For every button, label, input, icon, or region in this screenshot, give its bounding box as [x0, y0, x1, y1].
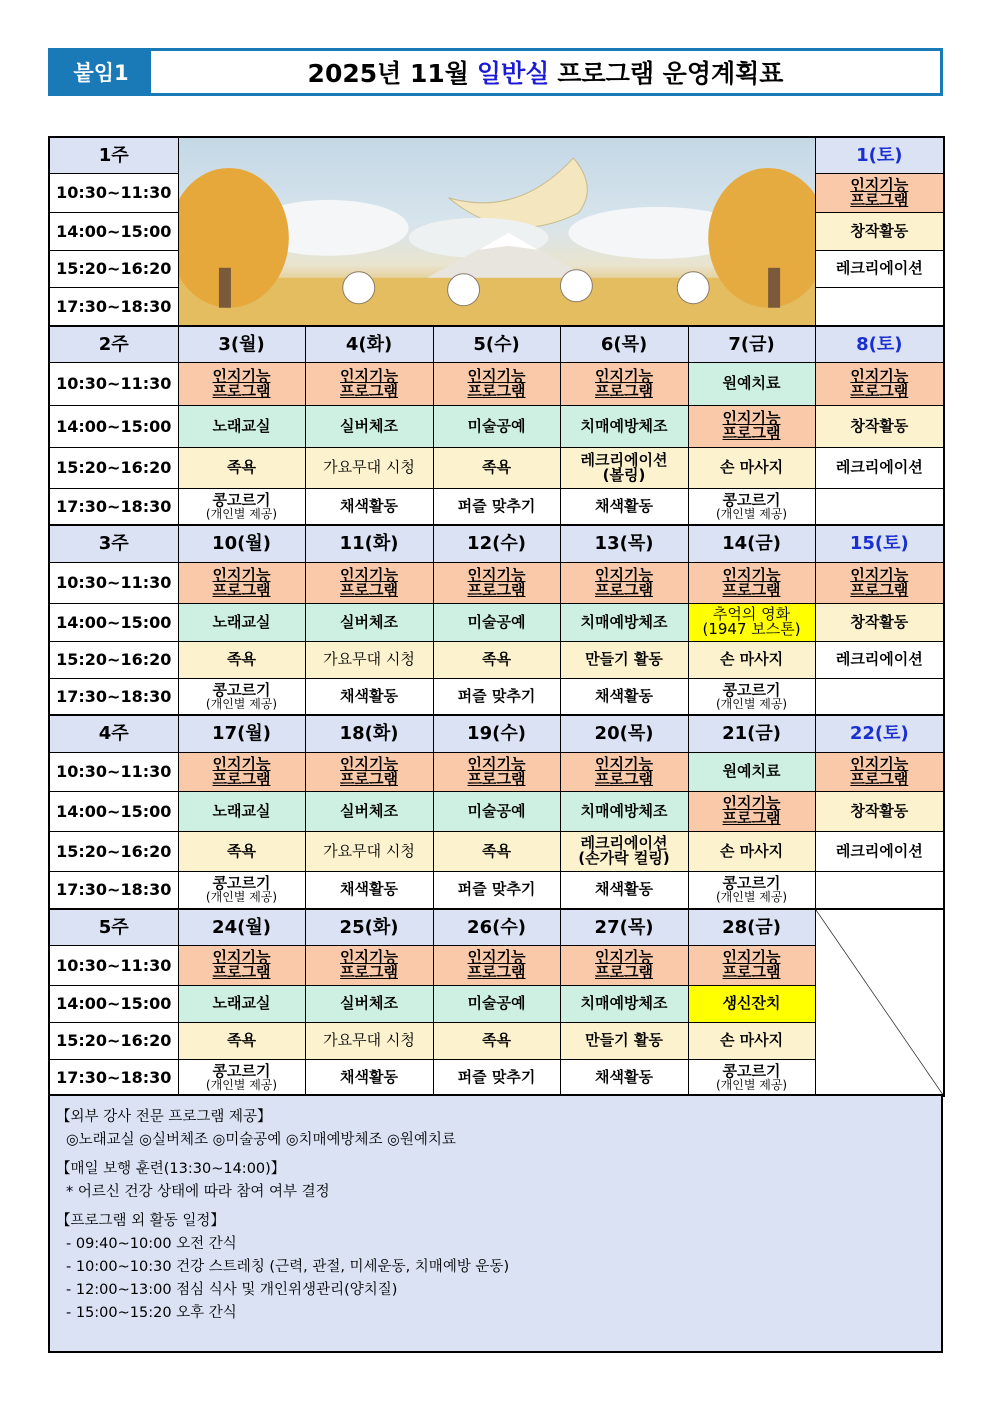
- time-slot: 14:00~15:00: [49, 212, 178, 250]
- other-activity-item: - 12:00~13:00 점심 식사 및 개인위생관리(양치질): [66, 1282, 398, 1298]
- program-cell-empty: [815, 287, 944, 326]
- program-cell: 손 마사지: [688, 1022, 815, 1059]
- time-slot: 10:30~11:30: [49, 752, 178, 791]
- day-header: 13(목): [560, 525, 688, 562]
- program-cell: 인지기능 프로그램: [815, 752, 944, 791]
- program-cell: 콩고르기 (개인별 제공): [688, 1059, 815, 1096]
- time-slot: 15:20~16:20: [49, 831, 178, 871]
- program-cell: 인지기능 프로그램: [688, 405, 815, 447]
- program-cell: 퍼즐 맞추기: [433, 1059, 560, 1096]
- program-cell: 치매예방체조: [560, 791, 688, 831]
- day-header: 10(월): [178, 525, 305, 562]
- program-cell: 치매예방체조: [560, 405, 688, 447]
- week-1-header-row: [49, 137, 944, 173]
- program-cell: 퍼즐 맞추기: [433, 488, 560, 525]
- time-slot: 14:00~15:00: [49, 603, 178, 641]
- program-cell: 인지기능 프로그램: [560, 562, 688, 603]
- week-2-row: [49, 447, 944, 488]
- week-4-row: [49, 831, 944, 871]
- week-3-header-row: [49, 525, 944, 562]
- program-cell: 노래교실: [178, 985, 305, 1022]
- program-cell: 레크리에이션: [815, 250, 944, 287]
- program-cell: 인지기능 프로그램: [560, 752, 688, 791]
- program-cell: 생신잔치: [688, 985, 815, 1022]
- external-programs-list: ◎노래교실 ◎실버체조 ◎미술공예 ◎치매예방체조 ◎원예치료: [66, 1132, 456, 1148]
- program-cell: 노래교실: [178, 791, 305, 831]
- program-cell: 원예치료: [688, 752, 815, 791]
- program-cell: 원예치료: [688, 362, 815, 405]
- time-slot: 15:20~16:20: [49, 641, 178, 678]
- program-cell: 인지기능 프로그램: [305, 752, 433, 791]
- day-header: 26(수): [433, 909, 560, 945]
- time-slot: 17:30~18:30: [49, 1059, 178, 1096]
- time-slot: 10:30~11:30: [49, 362, 178, 405]
- program-cell-empty: [815, 488, 944, 525]
- day-header: 27(목): [560, 909, 688, 945]
- program-cell: 채색활동: [560, 1059, 688, 1096]
- program-cell: 채색활동: [305, 488, 433, 525]
- program-cell: 실버체조: [305, 985, 433, 1022]
- illustration-image: [179, 138, 815, 326]
- day-header: 25(화): [305, 909, 433, 945]
- program-cell: 인지기능 프로그램: [560, 362, 688, 405]
- program-cell: 족욕: [178, 831, 305, 871]
- program-cell: 만들기 활동: [560, 1022, 688, 1059]
- program-cell: 인지기능 프로그램: [815, 362, 944, 405]
- week-4-row: [49, 752, 944, 791]
- day-header: 28(금): [688, 909, 815, 945]
- day-header-saturday: 1(토): [815, 137, 944, 173]
- program-cell: 인지기능 프로그램: [178, 562, 305, 603]
- time-slot: 17:30~18:30: [49, 871, 178, 909]
- time-slot: 17:30~18:30: [49, 488, 178, 525]
- program-cell: 콩고르기 (개인별 제공): [178, 1059, 305, 1096]
- program-cell: 콩고르기 (개인별 제공): [688, 871, 815, 909]
- time-slot: 10:30~11:30: [49, 945, 178, 985]
- program-cell: 콩고르기 (개인별 제공): [688, 488, 815, 525]
- program-cell: 채색활동: [560, 871, 688, 909]
- day-header: 17(월): [178, 715, 305, 752]
- program-cell: 족욕: [178, 641, 305, 678]
- program-cell: 가요무대 시청: [305, 641, 433, 678]
- day-header: 18(화): [305, 715, 433, 752]
- program-cell: 실버체조: [305, 603, 433, 641]
- program-cell: 창작활동: [815, 405, 944, 447]
- other-activities-heading: 【프로그램 외 활동 일정】: [56, 1213, 225, 1229]
- week-5-row: [49, 945, 944, 985]
- other-activity-item: - 15:00~15:20 오후 간식: [66, 1305, 237, 1321]
- week-3-row: [49, 641, 944, 678]
- time-slot: 15:20~16:20: [49, 447, 178, 488]
- day-header: 3(월): [178, 326, 305, 362]
- program-cell: 채색활동: [305, 871, 433, 909]
- program-cell: 인지기능 프로그램: [560, 945, 688, 985]
- week-3-row: [49, 562, 944, 603]
- walking-training-note: * 어르신 건강 상태에 따라 참여 여부 결정: [66, 1184, 330, 1200]
- week-label: 4주: [49, 715, 178, 752]
- program-cell: 인지기능 프로그램: [178, 752, 305, 791]
- week-3-row: [49, 603, 944, 641]
- program-cell: 족욕: [433, 447, 560, 488]
- program-cell: 레크리에이션: [815, 831, 944, 871]
- day-header: 19(수): [433, 715, 560, 752]
- notes-panel: [48, 1094, 943, 1353]
- time-slot: 10:30~11:30: [49, 173, 178, 212]
- week-label: 5주: [49, 909, 178, 945]
- program-cell: 추억의 영화 (1947 보스톤): [688, 603, 815, 641]
- program-cell: 치매예방체조: [560, 985, 688, 1022]
- diagonal-line-icon: [816, 910, 944, 1096]
- program-cell-empty: [815, 871, 944, 909]
- program-cell: 족욕: [433, 831, 560, 871]
- week-4-row: [49, 871, 944, 909]
- week-5-row: [49, 985, 944, 1022]
- program-cell: 채색활동: [560, 678, 688, 715]
- empty-saturday-slashed-cell: [815, 909, 944, 1096]
- program-cell: 인지기능 프로그램: [433, 362, 560, 405]
- program-cell: 족욕: [433, 1022, 560, 1059]
- program-cell: 인지기능 프로그램: [815, 562, 944, 603]
- program-cell: 노래교실: [178, 405, 305, 447]
- time-slot: 17:30~18:30: [49, 287, 178, 326]
- page-title: 2025년 11월 일반실 프로그램 운영계획표: [151, 51, 940, 93]
- program-cell: 레크리에이션 (볼링): [560, 447, 688, 488]
- program-cell: 손 마사지: [688, 831, 815, 871]
- day-header: 21(금): [688, 715, 815, 752]
- program-cell: 손 마사지: [688, 641, 815, 678]
- week-2-row: [49, 362, 944, 405]
- attachment-tag: 붙임1: [51, 51, 151, 93]
- program-cell: 인지기능 프로그램: [688, 791, 815, 831]
- time-slot: 10:30~11:30: [49, 562, 178, 603]
- time-slot: 14:00~15:00: [49, 791, 178, 831]
- program-cell: 족욕: [178, 1022, 305, 1059]
- program-cell: 레크리에이션: [815, 641, 944, 678]
- week-4-row: [49, 791, 944, 831]
- program-cell: 인지기능 프로그램: [178, 362, 305, 405]
- program-cell: 채색활동: [560, 488, 688, 525]
- day-header-saturday: 15(토): [815, 525, 944, 562]
- week-5-row: [49, 1022, 944, 1059]
- program-cell: 실버체조: [305, 791, 433, 831]
- program-cell: 인지기능 프로그램: [433, 752, 560, 791]
- program-cell-empty: [815, 678, 944, 715]
- program-cell: 인지기능 프로그램: [305, 562, 433, 603]
- program-cell: 레크리에이션: [815, 447, 944, 488]
- other-activity-item: - 09:40~10:00 오전 간식: [66, 1236, 237, 1252]
- program-cell: 족욕: [178, 447, 305, 488]
- program-cell: 인지기능 프로그램: [433, 562, 560, 603]
- program-cell: 콩고르기 (개인별 제공): [688, 678, 815, 715]
- document-title-bar: [48, 48, 943, 96]
- program-cell: 노래교실: [178, 603, 305, 641]
- program-cell: 인지기능 프로그램: [178, 945, 305, 985]
- program-cell: 인지기능 프로그램: [433, 945, 560, 985]
- other-activity-item: - 10:00~10:30 건강 스트레칭 (근력, 관절, 미세운동, 치매예방 운동): [66, 1259, 510, 1275]
- program-cell: 퍼즐 맞추기: [433, 871, 560, 909]
- day-header: 5(수): [433, 326, 560, 362]
- day-header: 14(금): [688, 525, 815, 562]
- program-cell: 채색활동: [305, 1059, 433, 1096]
- walking-training-heading: 【매일 보행 훈련(13:30~14:00)】: [56, 1161, 286, 1177]
- time-slot: 17:30~18:30: [49, 678, 178, 715]
- program-cell: 미술공예: [433, 791, 560, 831]
- schedule-table: [48, 136, 945, 1097]
- program-cell: 콩고르기 (개인별 제공): [178, 871, 305, 909]
- program-cell: 창작활동: [815, 212, 944, 250]
- program-cell: 레크리에이션 (손가락 컬링): [560, 831, 688, 871]
- time-slot: 14:00~15:00: [49, 985, 178, 1022]
- program-cell: 콩고르기 (개인별 제공): [178, 678, 305, 715]
- program-cell: 인지기능 프로그램: [815, 173, 944, 212]
- autumn-illustration: [178, 137, 815, 326]
- week-label: 2주: [49, 326, 178, 362]
- time-slot: 15:20~16:20: [49, 250, 178, 287]
- week-5-header-row: [49, 909, 944, 945]
- day-header: 11(화): [305, 525, 433, 562]
- program-cell: 가요무대 시청: [305, 831, 433, 871]
- program-cell: 실버체조: [305, 405, 433, 447]
- program-cell: 미술공예: [433, 985, 560, 1022]
- program-cell: 창작활동: [815, 603, 944, 641]
- week-label: 3주: [49, 525, 178, 562]
- day-header: 7(금): [688, 326, 815, 362]
- week-label: 1주: [49, 137, 178, 173]
- time-slot: 15:20~16:20: [49, 1022, 178, 1059]
- day-header: 20(목): [560, 715, 688, 752]
- week-3-row: [49, 678, 944, 715]
- program-cell: 가요무대 시청: [305, 447, 433, 488]
- week-2-row: [49, 405, 944, 447]
- program-cell: 인지기능 프로그램: [305, 945, 433, 985]
- program-cell: 치매예방체조: [560, 603, 688, 641]
- program-cell: 족욕: [433, 641, 560, 678]
- day-header-saturday: 22(토): [815, 715, 944, 752]
- day-header: 24(월): [178, 909, 305, 945]
- program-cell: 인지기능 프로그램: [688, 945, 815, 985]
- day-header-saturday: 8(토): [815, 326, 944, 362]
- program-cell: 채색활동: [305, 678, 433, 715]
- program-cell: 콩고르기 (개인별 제공): [178, 488, 305, 525]
- program-cell: 만들기 활동: [560, 641, 688, 678]
- time-slot: 14:00~15:00: [49, 405, 178, 447]
- external-programs-heading: 【외부 강사 전문 프로그램 제공】: [56, 1109, 272, 1125]
- program-cell: 창작활동: [815, 791, 944, 831]
- program-cell: 퍼즐 맞추기: [433, 678, 560, 715]
- program-cell: 인지기능 프로그램: [688, 562, 815, 603]
- title-highlight: 일반실: [476, 59, 550, 88]
- day-header: 4(화): [305, 326, 433, 362]
- day-header: 6(목): [560, 326, 688, 362]
- program-cell: 미술공예: [433, 405, 560, 447]
- day-header: 12(수): [433, 525, 560, 562]
- week-2-header-row: [49, 326, 944, 362]
- week-2-row: [49, 488, 944, 525]
- program-cell: 인지기능 프로그램: [305, 362, 433, 405]
- week-5-row: [49, 1059, 944, 1096]
- program-cell: 가요무대 시청: [305, 1022, 433, 1059]
- week-4-header-row: [49, 715, 944, 752]
- program-cell: 미술공예: [433, 603, 560, 641]
- program-cell: 손 마사지: [688, 447, 815, 488]
